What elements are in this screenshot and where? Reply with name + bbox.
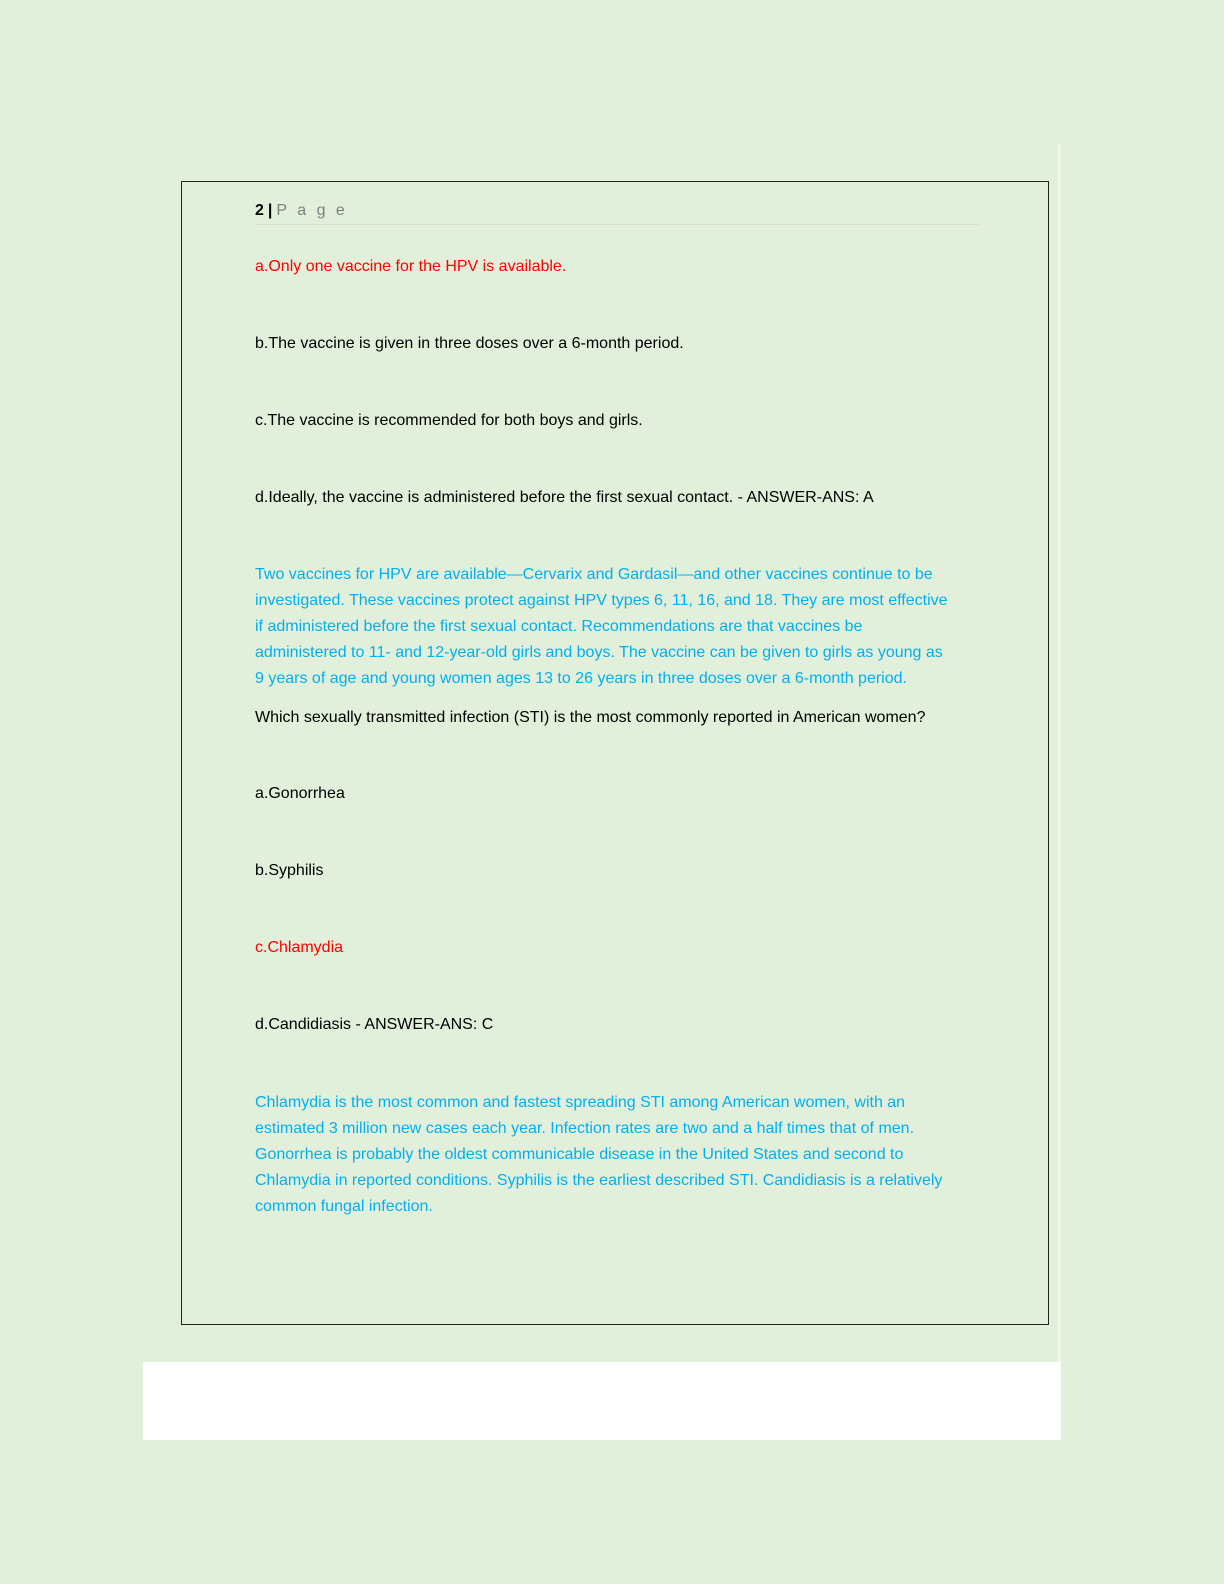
q2-stem: Which sexually transmitted infection (STI) is the most commonly reported in American women? bbox=[255, 709, 926, 726]
q2-option-c: c.Chlamydia bbox=[255, 939, 344, 956]
q1-option-d: d.Ideally, the vaccine is administered before the first sexual contact. - ANSWER-ANS: A bbox=[255, 489, 874, 506]
q1-rationale-line: investigated. These vaccines protect against HPV types 6, 11, 16, and 18. They are most effective bbox=[255, 592, 948, 609]
q1-option-a: a.Only one vaccine for the HPV is available. bbox=[255, 258, 567, 275]
q2-rationale-line: Chlamydia is the most common and fastest spreading STI among American women, with an bbox=[255, 1094, 906, 1111]
q2-rationale-line: Gonorrhea is probably the oldest communicable disease in the United States and second to bbox=[255, 1146, 904, 1163]
q2-option-a: a.Gonorrhea bbox=[255, 785, 345, 802]
next-page-strip bbox=[143, 1362, 1061, 1440]
q1-rationale bbox=[255, 562, 985, 692]
page-number: 2 bbox=[255, 202, 264, 219]
q1-rationale-line: 9 years of age and young women ages 13 to 26 years in three doses over a 6-month period. bbox=[255, 670, 907, 687]
q2-rationale-line: estimated 3 million new cases each year. Infection rates are two and a half times that of men. bbox=[255, 1120, 915, 1137]
page-separator: | bbox=[267, 202, 273, 219]
q2-rationale-line: common fungal infection. bbox=[255, 1198, 433, 1215]
q1-option-b: b.The vaccine is given in three doses over a 6-month period. bbox=[255, 335, 684, 352]
q2-option-b: b.Syphilis bbox=[255, 862, 324, 879]
q1-rationale-line: administered to 11- and 12-year-old girls and boys. The vaccine can be given to girls as young as bbox=[255, 644, 943, 661]
q2-rationale-line: Chlamydia in reported conditions. Syphilis is the earliest described STI. Candidiasis is a relatively bbox=[255, 1172, 943, 1189]
q1-rationale-line: if administered before the first sexual contact. Recommendations are that vaccines be bbox=[255, 618, 863, 635]
page-edge-decoration bbox=[1058, 145, 1061, 1362]
q2-rationale bbox=[255, 1090, 985, 1220]
q2-option-d: d.Candidiasis - ANSWER-ANS: C bbox=[255, 1016, 494, 1033]
page-header bbox=[255, 200, 979, 225]
page-label: P a g e bbox=[276, 202, 348, 219]
q1-rationale-line: Two vaccines for HPV are available—Cervarix and Gardasil—and other vaccines continue to be bbox=[255, 566, 933, 583]
q1-option-c: c.The vaccine is recommended for both boys and girls. bbox=[255, 412, 643, 429]
